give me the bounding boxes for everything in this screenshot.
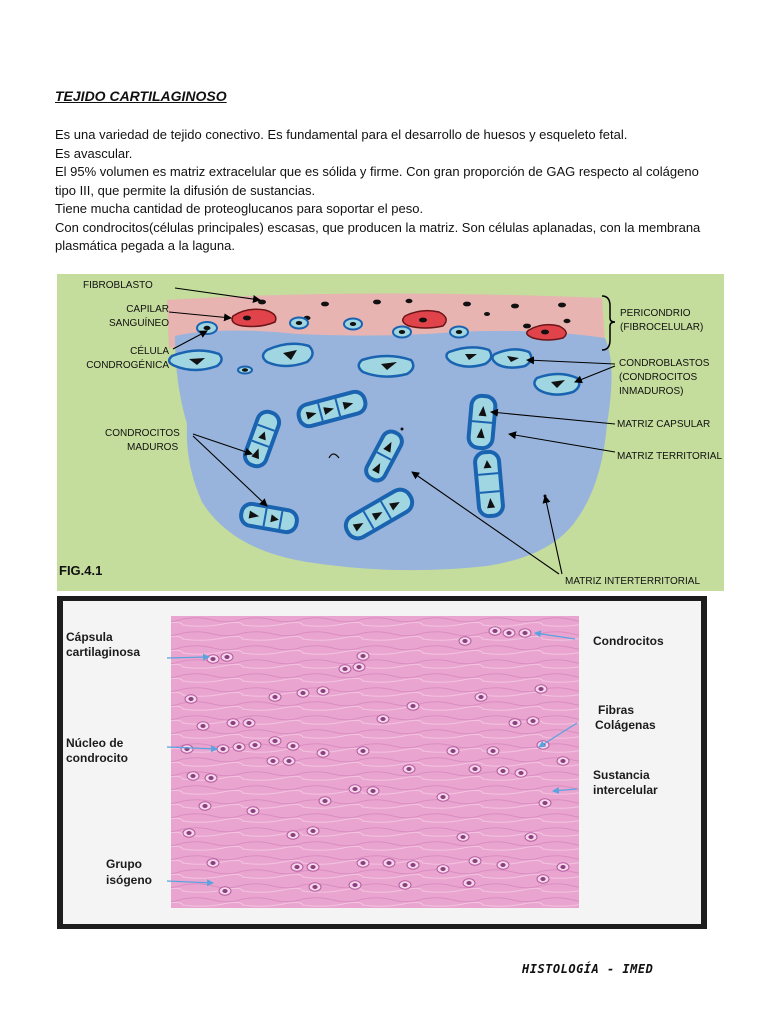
label-matriz-territorial: MATRIZ TERRITORIAL bbox=[617, 451, 723, 462]
label-condrocitos: CONDROCITOS bbox=[105, 428, 180, 439]
label-fibras: Fibras bbox=[598, 703, 635, 717]
paragraph-4: Tiene mucha cantidad de proteoglucanos para soportar el peso. bbox=[55, 201, 424, 216]
document-body bbox=[55, 126, 715, 256]
label-matriz-interterritorial: MATRIZ INTERTERRITORIAL bbox=[565, 576, 701, 587]
label-condrocito: condrocito bbox=[66, 751, 128, 765]
micrograph bbox=[63, 601, 701, 924]
paragraph-2: Es avascular. bbox=[55, 145, 133, 161]
footer-text: HISTOLOGÍA - IMED bbox=[522, 962, 654, 976]
paragraph-3: El 95% volumen es matriz extracelular que es sólida y firme. Con gran proporción de GAG respecto al colágeno tipo III, que permite la difusión de sustancias. bbox=[55, 164, 699, 198]
label-capilar: CAPILAR bbox=[126, 304, 169, 315]
label-condroblastos: CONDROBLASTOS bbox=[619, 358, 710, 369]
label-maduros: MADUROS bbox=[127, 442, 179, 453]
paragraph-1: Es una variedad de tejido conectivo. Es fundamental para el desarrollo de huesos y esqueleto fetal. bbox=[55, 127, 628, 142]
label-sustancia: Sustancia bbox=[593, 768, 650, 782]
label-condrogenica: CONDROGÉNICA bbox=[86, 360, 169, 371]
label-isogeno: isógeno bbox=[106, 873, 153, 887]
label-nucleo: Núcleo de bbox=[66, 736, 124, 750]
label-inmaduros: INMADUROS) bbox=[619, 386, 684, 397]
paragraph-5: Con condrocitos(células principales) escasas, que producen la matriz. Son células aplanadas, con la membrana plasmática pegada a la laguna. bbox=[55, 219, 701, 253]
label-condrocitos-micro: Condrocitos bbox=[593, 634, 664, 648]
label-grupo: Grupo bbox=[106, 857, 142, 871]
label-celula: CÉLULA bbox=[130, 346, 169, 357]
label-fibroblasto: FIBROBLASTO bbox=[83, 280, 153, 291]
document-title: TEJIDO CARTILAGINOSO bbox=[55, 88, 227, 104]
label-pericondrio: PERICONDRIO bbox=[620, 308, 691, 319]
label-sanguineo: SANGUÍNEO bbox=[108, 318, 169, 329]
micrograph-frame bbox=[57, 596, 707, 929]
figure-label: FIG.4.1 bbox=[59, 563, 103, 578]
label-capsula: Cápsula bbox=[66, 630, 113, 644]
cartilage-diagram-svg bbox=[57, 274, 724, 591]
label-intercelular: intercelular bbox=[593, 783, 658, 797]
label-colagenas: Colágenas bbox=[595, 718, 656, 732]
label-fibrocelular: (FIBROCELULAR) bbox=[620, 322, 704, 333]
micrograph-svg bbox=[63, 601, 701, 924]
label-condrocitos-paren: (CONDROCITOS bbox=[619, 372, 698, 383]
label-cartilaginosa: cartilaginosa bbox=[66, 645, 141, 659]
label-matriz-capsular: MATRIZ CAPSULAR bbox=[617, 419, 711, 430]
cartilage-diagram bbox=[57, 274, 724, 591]
